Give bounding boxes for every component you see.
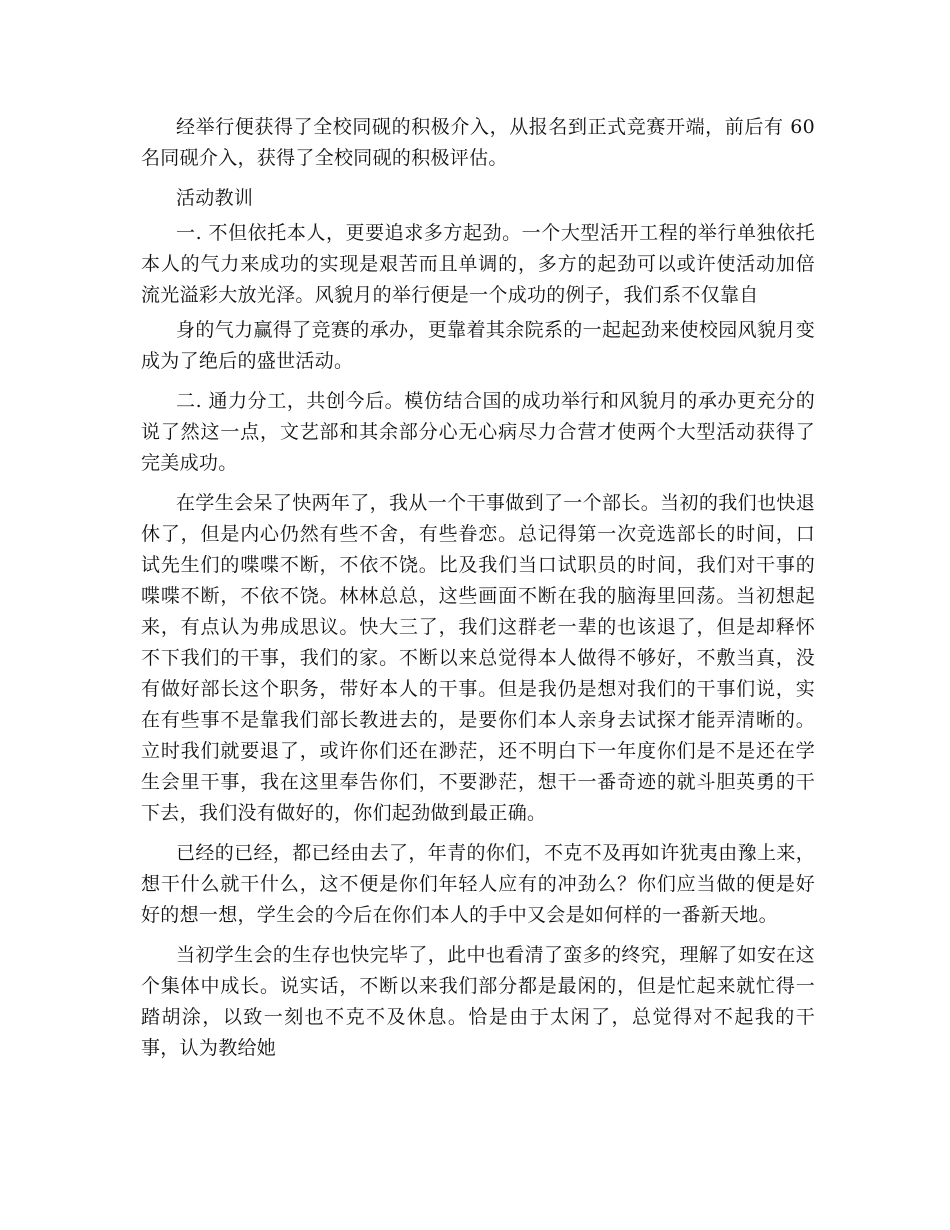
paragraph-lesson-two: 二. 通力分工，共创今后。模仿结合国的成功举行和风貌月的承办更充分的说了然这一点，文艺部和其余部分心无心病尽力合营才使两个大型活动获得了完美成功。	[141, 390, 815, 474]
paragraph-lesson-one-continued: 身的气力赢得了竞赛的承办，更靠着其余院系的一起起劲来使校园风貌月变成为了绝后的盛世活动。	[141, 319, 815, 372]
document-body	[141, 112, 815, 1073]
section-heading-lessons: 活动教训	[176, 187, 254, 209]
paragraph-closing: 当初学生会的生存也快完毕了，此中也看清了蛮多的终究，理解了如安在这个集体中成长。说实话，不断以来我们部分都是最闲的，但是忙起来就忙得一踏胡涂，以致一刻也不克不及休息。恰是由于太闲了，总觉得对不起我的干事，认为教给她	[141, 944, 815, 1059]
paragraph-lesson-one: 一. 不但依托本人，更要追求多方起劲。一个大型活开工程的举行单独依托本人的气力来成功的实现是艰苦而且单调的，多方的起劲可以或许使活动加倍流光溢彩大放光泽。风貌月的举行便是一个成功的例子，我们系不仅靠自	[141, 222, 815, 306]
paragraph-continuation: 经举行便获得了全校同砚的积极介入，从报名到正式竞赛开端，前后有 60 名同砚介入，获得了全校同砚的积极评估。	[141, 116, 815, 169]
paragraph-encouragement: 已经的已经，都已经由去了，年青的你们，不克不及再如许犹夷由豫上来，想干什么就干什么，这不便是你们年轻人应有的冲劲么？你们应当做的便是好好的想一想，学生会的今后在你们本人的手中又会是如何样的一番新天地。	[141, 842, 815, 926]
paragraph-reflection: 在学生会呆了快两年了，我从一个干事做到了一个部长。当初的我们也快退休了，但是内心仍然有些不舍，有些眷恋。总记得第一次竞选部长的时间，口试先生们的喋喋不断，不依不饶。比及我们当口试职员的时间，我们对干事的喋喋不断，不依不饶。林林总总，这些画面不断在我的脑海里回荡。当初想起来，有点认为弗成思议。快大三了，我们这群老一辈的也该退了，但是却释怀不下我们的干事，我们的家。不断以来总觉得本人做得不够好，不敷当真，没有做好部长这个职务，带好本人的干事。但是我仍是想对我们的干事们说，实在有些事不是靠我们部长教进去的，是要你们本人亲身去试探才能弄清晰的。立时我们就要退了，或许你们还在渺茫，还不明白下一年度你们是不是还在学生会里干事，我在这里奉告你们，不要渺茫，想干一番奇迹的就斗胆英勇的干下去，我们没有做好的，你们起劲做到最正确。	[141, 492, 815, 824]
